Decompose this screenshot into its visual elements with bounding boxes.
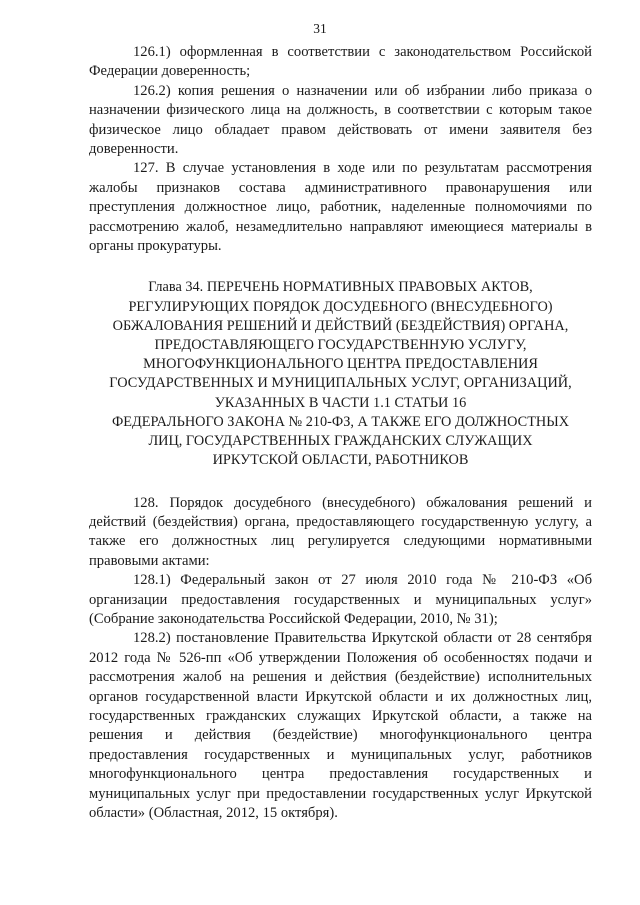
paragraph-128: 128. Порядок досудебного (внесудебного) обжалования решений и действий (бездействия) органа, предоставляющего государственную услугу, а также его должностных лиц регулируется следующими нормативными правовыми актами:: [89, 494, 592, 569]
chapter-heading-line: ПРЕДОСТАВЛЯЮЩЕГО ГОСУДАРСТВЕННУЮ УСЛУГУ,: [154, 337, 527, 354]
chapter-heading-line: Глава 34. ПЕРЕЧЕНЬ НОРМАТИВНЫХ ПРАВОВЫХ АКТОВ,: [148, 279, 533, 296]
chapter-heading-line: УКАЗАННЫХ В ЧАСТИ 1.1 СТАТЬИ 16: [214, 394, 467, 411]
chapter-heading-line: МНОГОФУНКЦИОНАЛЬНОГО ЦЕНТРА ПРЕДОСТАВЛЕНИЯ: [143, 356, 538, 373]
chapter-heading-line: ЛИЦ, ГОСУДАРСТВЕННЫХ ГРАЖДАНСКИХ СЛУЖАЩИХ: [148, 433, 533, 450]
chapter-heading-line: РЕГУЛИРУЮЩИХ ПОРЯДОК ДОСУДЕБНОГО (ВНЕСУДЕБНОГО): [128, 298, 553, 315]
chapter-heading-line: ГОСУДАРСТВЕННЫХ И МУНИЦИПАЛЬНЫХ УСЛУГ, ОРГАНИЗАЦИЙ,: [109, 375, 572, 392]
document-body: [89, 43, 592, 823]
paragraph-128-2: 128.2) постановление Правительства Иркутской области от 28 сентября 2012 года № 526-пп «Об утверждении Положения об особенностях подачи и рассмотрения жалоб на решения и действия (бездействие) исполнительных органов государственной власти Иркутской области и их должностных лиц, государственных гражданских служащих Иркутской области, а также на решения и действия (бездействие) многофункционального центра предоставления государственных и муниципальных услуг, работников многофункционального центра предоставления государственных и муниципальных услуг при предоставлении государственных услуг Иркутской области» (Областная, 2012, 15 октября).: [89, 630, 592, 821]
chapter-heading-line: ИРКУТСКОЙ ОБЛАСТИ, РАБОТНИКОВ: [212, 452, 469, 469]
paragraph-126-2: 126.2) копия решения о назначении или об избрании либо приказа о назначении физического лица на должность, в соответствии с которым такое физическое лицо обладает правом действовать от имени заявителя без доверенности.: [89, 82, 592, 158]
paragraph-128-1: 128.1) Федеральный закон от 27 июля 2010 года № 210-ФЗ «Об организации предоставления государственных и муниципальных услуг» (Собрание законодательства Российской Федерации, 2010, № 31);: [89, 572, 592, 627]
paragraph-126-1: 126.1) оформленная в соответствии с законодательством Российской Федерации доверенность;: [89, 44, 592, 80]
paragraph-127: 127. В случае установления в ходе или по результатам рассмотрения жалобы признаков состава административного правонарушения или преступления должностное лицо, работник, наделенные полномочиями по рассмотрению жалоб, незамедлительно направляют имеющиеся материалы в органы прокуратуры.: [89, 160, 592, 255]
page-number: 31: [313, 21, 327, 36]
chapter-heading-line: ФЕДЕРАЛЬНОГО ЗАКОНА № 210-ФЗ, А ТАКЖЕ ЕГО ДОЛЖНОСТНЫХ: [111, 413, 570, 430]
chapter-heading: [89, 278, 592, 470]
chapter-heading-line: ОБЖАЛОВАНИЯ РЕШЕНИЙ И ДЕЙСТВИЙ (БЕЗДЕЙСТВИЯ) ОРГАНА,: [112, 317, 569, 334]
